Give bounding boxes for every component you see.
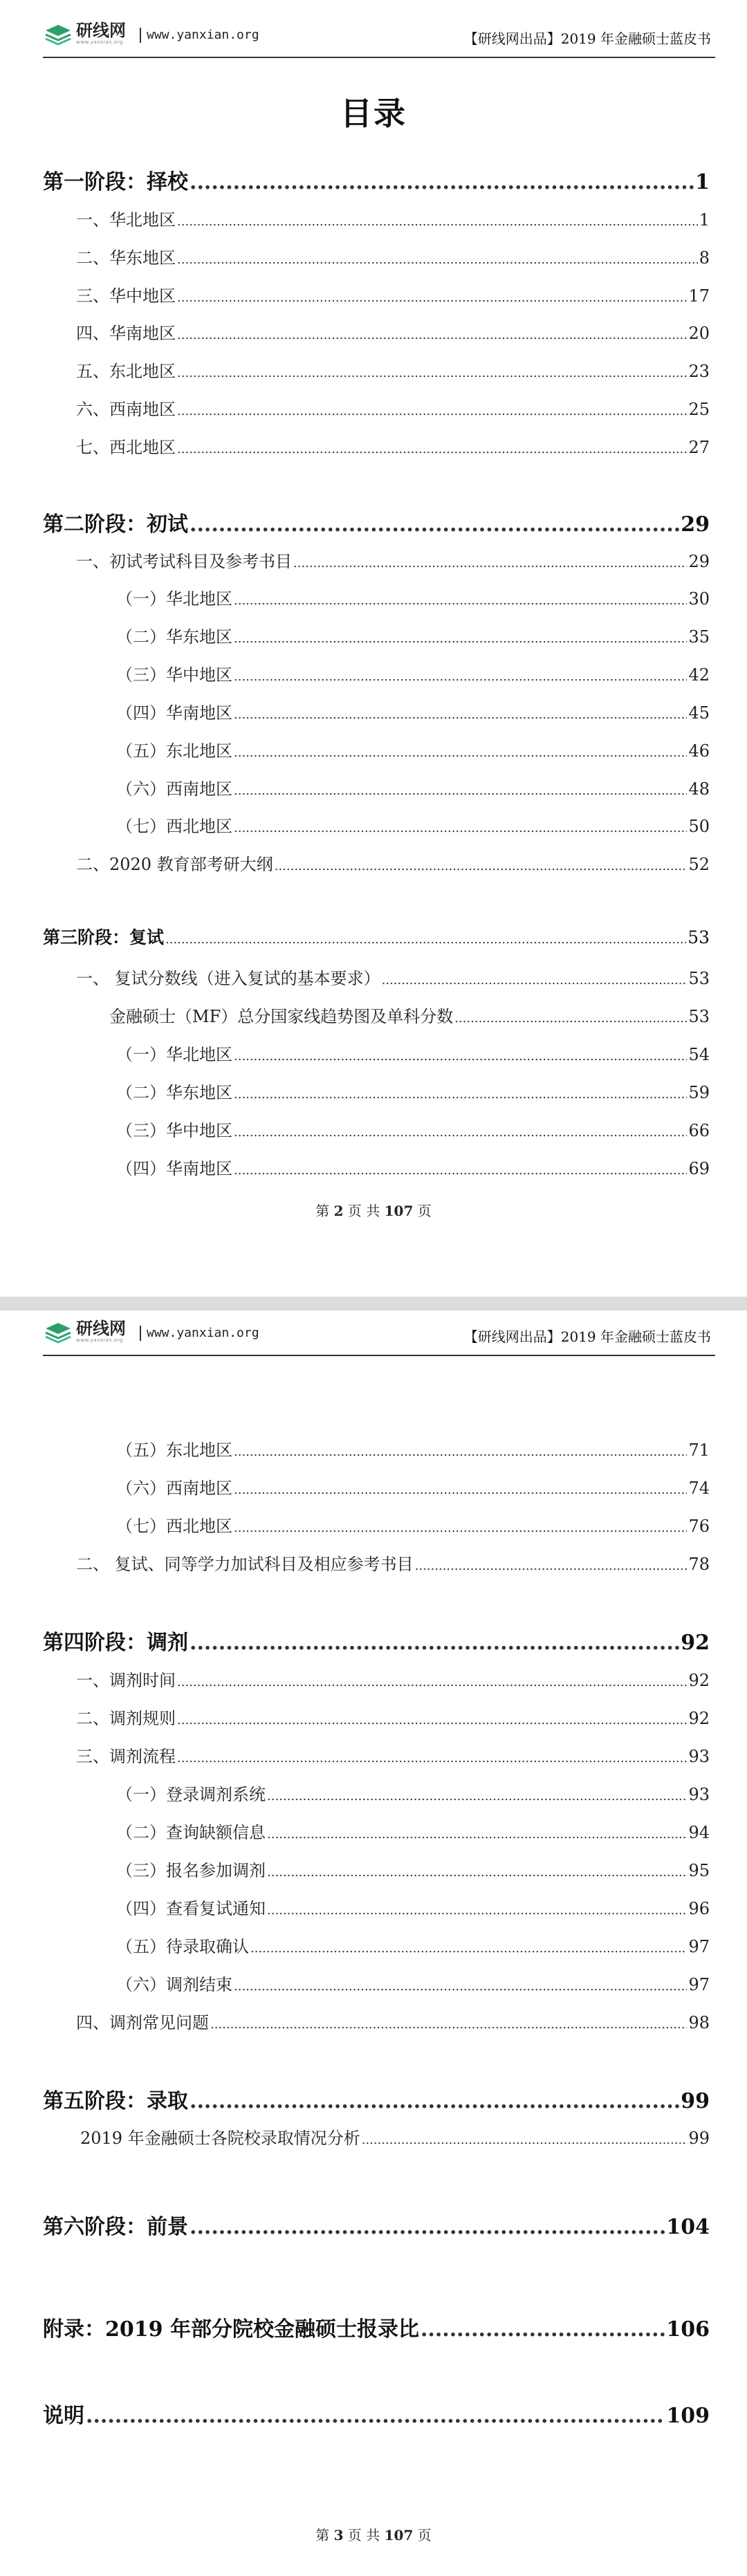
toc-leader-dots: [190, 512, 679, 537]
header-title: 【研线网出品】2019 年金融硕士蓝皮书: [463, 30, 711, 47]
toc-entry-label: 三、华中地区: [76, 286, 176, 306]
toc-entry[interactable]: [116, 661, 710, 685]
toc-entry-page: 29: [688, 552, 710, 571]
toc-entry-page: 53: [688, 927, 710, 947]
toc-title: 目录: [340, 95, 407, 132]
logo-subtitle: www.yanxian.org: [76, 39, 123, 45]
toc-entry-page: 35: [688, 627, 710, 647]
toc-entry[interactable]: [116, 585, 710, 609]
toc-entry-page: 95: [688, 1861, 710, 1880]
toc-entry-page: 52: [688, 855, 710, 874]
toc-entry[interactable]: [116, 1857, 710, 1881]
toc-entry-label: （四）查看复试通知: [116, 1899, 266, 1918]
toc-leader-dots: [234, 1483, 687, 1497]
toc-entry-page: 71: [688, 1440, 710, 1460]
toc-entry-label: 第一阶段：择校: [43, 170, 188, 194]
toc-leader-dots: [250, 1941, 687, 1956]
toc-entry[interactable]: [109, 1003, 710, 1027]
toc-entry-page: 25: [688, 400, 710, 419]
toc-entry-page: 53: [688, 969, 710, 988]
toc-entry-page: 29: [681, 512, 710, 537]
toc-entry-label: 说明: [43, 2404, 84, 2428]
toc-entry-label: 二、2020 教育部考研大纲: [76, 855, 273, 874]
toc-entry-page: 92: [681, 1631, 710, 1655]
site-logo[interactable]: [43, 1319, 126, 1344]
toc-leader-dots: [234, 1979, 687, 1994]
toc-entry-page: 23: [688, 362, 710, 381]
toc-leader-dots: [234, 1521, 687, 1535]
toc-entry[interactable]: [116, 623, 710, 647]
header-url[interactable]: www.yanxian.org: [140, 1326, 259, 1341]
toc-entry-page: 99: [688, 2129, 710, 2148]
toc-stage-entry[interactable]: [43, 2084, 710, 2114]
toc-entry-label: （一）华北地区: [116, 1045, 232, 1064]
toc-entry-label: （五）东北地区: [116, 1440, 232, 1460]
toc-entry-label: （七）西北地区: [116, 817, 232, 836]
toc-leader-dots: [177, 1713, 687, 1727]
toc-entry-label: （七）西北地区: [116, 1517, 232, 1536]
toc-leader-dots: [234, 1049, 687, 1064]
toc-entry[interactable]: [76, 244, 710, 268]
toc-entry[interactable]: [76, 1550, 710, 1575]
toc-entry-page: 94: [688, 1823, 710, 1842]
toc-leader-dots: [234, 1125, 687, 1140]
toc-entry[interactable]: [76, 1667, 710, 1691]
toc-leader-dots: [177, 214, 698, 229]
toc-entry[interactable]: [76, 396, 710, 420]
toc-entry-label: 第五阶段：录取: [43, 2089, 188, 2113]
toc-entry-label: 二、华东地区: [76, 248, 176, 268]
toc-leader-dots: [210, 2017, 687, 2032]
toc-entry-page: 27: [688, 438, 710, 457]
toc-entry-label: 2019 年金融硕士各院校录取情况分析: [80, 2129, 360, 2148]
book-stack-icon: [43, 21, 73, 46]
toc-leader-dots: [234, 707, 687, 722]
toc-entry-label: （五）东北地区: [116, 741, 232, 761]
toc-entry-label: 三、调剂流程: [76, 1747, 176, 1766]
document-page-2: [0, 1310, 747, 2576]
toc-leader-dots: [234, 593, 687, 608]
toc-entry-label: 一、初试考试科目及参考书目: [76, 552, 292, 571]
toc-entry-label: 七、西北地区: [76, 438, 176, 457]
toc-leader-dots: [190, 170, 694, 194]
logo-text: 研线网: [76, 20, 126, 40]
toc-entry[interactable]: [116, 699, 710, 723]
logo-subtitle: www.yanxian.org: [76, 1337, 123, 1343]
toc-leader-dots: [267, 1789, 687, 1804]
toc-entry[interactable]: [116, 1781, 710, 1805]
toc-leader-dots: [177, 1751, 687, 1766]
book-stack-icon: [43, 1319, 73, 1344]
toc-entry[interactable]: [76, 434, 710, 458]
toc-leader-dots: [293, 556, 687, 571]
toc-leader-dots: [177, 252, 698, 267]
toc-leader-dots: [165, 932, 686, 947]
toc-stage-entry[interactable]: [43, 924, 710, 949]
toc-entry[interactable]: [76, 965, 710, 989]
toc-entry-label: 第三阶段：复试: [43, 927, 165, 947]
toc-stage-entry[interactable]: [43, 165, 710, 195]
toc-entry[interactable]: [76, 2009, 710, 2033]
header-title: 【研线网出品】2019 年金融硕士蓝皮书: [463, 1328, 711, 1345]
toc-entry-label: 二、 复试、同等学力加试科目及相应参考书目: [76, 1555, 414, 1574]
toc-entry-page: 1: [695, 170, 710, 194]
toc-leader-dots: [234, 669, 687, 684]
toc-entry-label: 五、东北地区: [76, 362, 176, 381]
toc-entry[interactable]: [116, 1933, 710, 1957]
toc-leader-dots: [177, 366, 687, 380]
toc-entry[interactable]: [76, 358, 710, 382]
toc-entry-label: （二）华东地区: [116, 1083, 232, 1102]
toc-entry-label: （三）报名参加调剂: [116, 1861, 266, 1880]
page-separator: [0, 1297, 747, 1310]
toc-entry-page: 53: [688, 1007, 710, 1026]
toc-entry-page: 97: [688, 1975, 710, 1994]
toc-entry[interactable]: [76, 851, 710, 875]
site-logo[interactable]: [43, 21, 126, 46]
toc-stage-entry[interactable]: [43, 2209, 710, 2240]
toc-entry-page: 46: [688, 741, 710, 761]
toc-leader-dots: [382, 973, 688, 988]
toc-leader-dots: [177, 290, 687, 305]
toc-entry-page: 1: [699, 210, 710, 230]
toc-leader-dots: [267, 1827, 687, 1842]
toc-entry-page: 59: [688, 1083, 710, 1102]
toc-leader-dots: [234, 631, 687, 646]
toc-entry-page: 104: [666, 2215, 710, 2239]
toc-entry-label: 四、调剂常见问题: [76, 2013, 209, 2032]
toc-entry-page: 97: [688, 1937, 710, 1956]
toc-entry-page: 66: [688, 1121, 710, 1140]
toc-entry-label: （一）登录调剂系统: [116, 1785, 266, 1804]
toc-entry-label: 第四阶段：调剂: [43, 1631, 188, 1655]
toc-entry[interactable]: [116, 1895, 710, 1919]
toc-entry-page: 54: [688, 1045, 710, 1064]
toc-entry-label: （二）华东地区: [116, 627, 232, 647]
toc-leader-dots: [267, 1865, 687, 1880]
toc-entry[interactable]: [116, 775, 710, 799]
toc-entry-label: 四、华南地区: [76, 324, 176, 343]
toc-leader-dots: [190, 2215, 665, 2239]
toc-entry-page: 45: [688, 703, 710, 723]
toc-entry[interactable]: [116, 737, 710, 761]
toc-entry-page: 74: [688, 1479, 710, 1498]
toc-entry[interactable]: [76, 206, 710, 230]
toc-entry-page: 48: [688, 779, 710, 799]
toc-entry-page: 30: [688, 589, 710, 609]
toc-entry-label: （三）华中地区: [116, 665, 232, 685]
toc-stage-entry[interactable]: [43, 2312, 710, 2342]
toc-leader-dots: [275, 859, 688, 873]
toc-entry-label: （六）西南地区: [116, 1479, 232, 1498]
page-footer: 第 3 页 共 107 页: [315, 2527, 432, 2543]
toc-entry[interactable]: [116, 813, 710, 837]
toc-entry-label: （二）查询缺额信息: [116, 1823, 266, 1842]
toc-leader-dots: [421, 2317, 665, 2342]
toc-entry-label: 第二阶段：初试: [43, 512, 188, 537]
toc-entry-page: 69: [688, 1159, 710, 1178]
page-header: [43, 18, 715, 58]
header-url[interactable]: www.yanxian.org: [140, 28, 259, 43]
toc-stage-entry[interactable]: [43, 507, 710, 537]
toc-leader-dots: [190, 2089, 679, 2113]
toc-entry[interactable]: [76, 319, 710, 344]
toc-entry[interactable]: [116, 1474, 710, 1499]
toc-entry[interactable]: [116, 1512, 710, 1537]
toc-entry-page: 50: [688, 817, 710, 836]
toc-entry-page: 93: [688, 1785, 710, 1804]
toc-entry-label: 一、调剂时间: [76, 1671, 176, 1690]
toc-entry[interactable]: [80, 2124, 710, 2149]
toc-entry-label: （六）西南地区: [116, 779, 232, 799]
toc-entry[interactable]: [76, 548, 710, 572]
toc-entry[interactable]: [116, 1117, 710, 1141]
toc-entry-page: 17: [688, 286, 710, 306]
toc-leader-dots: [234, 784, 687, 798]
toc-entry[interactable]: [116, 1041, 710, 1065]
toc-entry[interactable]: [116, 1079, 710, 1103]
toc-entry[interactable]: [116, 1819, 710, 1843]
toc-stage-entry[interactable]: [43, 2398, 710, 2429]
toc-entry-page: 106: [666, 2317, 710, 2342]
toc-entry-label: 一、华北地区: [76, 210, 176, 230]
toc-entry-page: 42: [688, 665, 710, 685]
toc-stage-entry[interactable]: [43, 1625, 710, 1656]
toc-entry-page: 8: [699, 248, 710, 268]
toc-entry[interactable]: [76, 1705, 710, 1729]
toc-entry-label: （五）待录取确认: [116, 1937, 249, 1956]
toc-leader-dots: [234, 1445, 687, 1459]
toc-entry-label: 附录：2019 年部分院校金融硕士报录比: [43, 2317, 419, 2342]
toc-entry-page: 76: [688, 1517, 710, 1536]
toc-entry-page: 109: [666, 2404, 710, 2428]
toc-entry-label: 金融硕士（MF）总分国家线趋势图及单科分数: [109, 1007, 454, 1026]
toc-entry-label: 二、调剂规则: [76, 1709, 176, 1728]
toc-entry-label: （三）华中地区: [116, 1121, 232, 1140]
toc-entry-label: （一）华北地区: [116, 589, 232, 609]
toc-leader-dots: [234, 745, 687, 760]
toc-leader-dots: [454, 1011, 687, 1026]
toc-entry-page: 96: [688, 1899, 710, 1918]
toc-leader-dots: [177, 404, 687, 418]
toc-entry[interactable]: [116, 1436, 710, 1461]
page-footer: 第 2 页 共 107 页: [315, 1203, 432, 1219]
page-header: [43, 1316, 715, 1356]
toc-leader-dots: [267, 1903, 687, 1918]
toc-entry-page: 99: [681, 2089, 710, 2113]
toc-leader-dots: [190, 1631, 679, 1655]
toc-leader-dots: [362, 2133, 688, 2147]
toc-entry-label: 六、西南地区: [76, 400, 176, 419]
toc-leader-dots: [234, 1163, 687, 1178]
toc-leader-dots: [234, 1087, 687, 1102]
toc-leader-dots: [86, 2404, 665, 2428]
toc-leader-dots: [415, 1559, 688, 1573]
toc-leader-dots: [177, 328, 687, 342]
toc-entry[interactable]: [76, 282, 710, 306]
toc-entry-label: （四）华南地区: [116, 1159, 232, 1178]
toc-entry[interactable]: [116, 1971, 710, 1995]
toc-entry-page: 98: [688, 2013, 710, 2032]
toc-entry-page: 20: [688, 324, 710, 343]
toc-leader-dots: [177, 1675, 687, 1689]
toc-leader-dots: [234, 821, 687, 835]
toc-entry-label: 第六阶段：前景: [43, 2215, 188, 2239]
toc-entry[interactable]: [76, 1743, 710, 1767]
toc-entry-page: 93: [688, 1747, 710, 1766]
toc-entry-page: 92: [688, 1709, 710, 1728]
logo-text: 研线网: [76, 1318, 126, 1338]
toc-entry-page: 92: [688, 1671, 710, 1690]
toc-entry-label: 一、 复试分数线（进入复试的基本要求）: [76, 969, 380, 988]
toc-leader-dots: [177, 442, 687, 456]
toc-entry-label: （四）华南地区: [116, 703, 232, 723]
toc-entry-label: （六）调剂结束: [116, 1975, 232, 1994]
toc-entry[interactable]: [116, 1155, 710, 1179]
toc-entry-page: 78: [688, 1555, 710, 1574]
